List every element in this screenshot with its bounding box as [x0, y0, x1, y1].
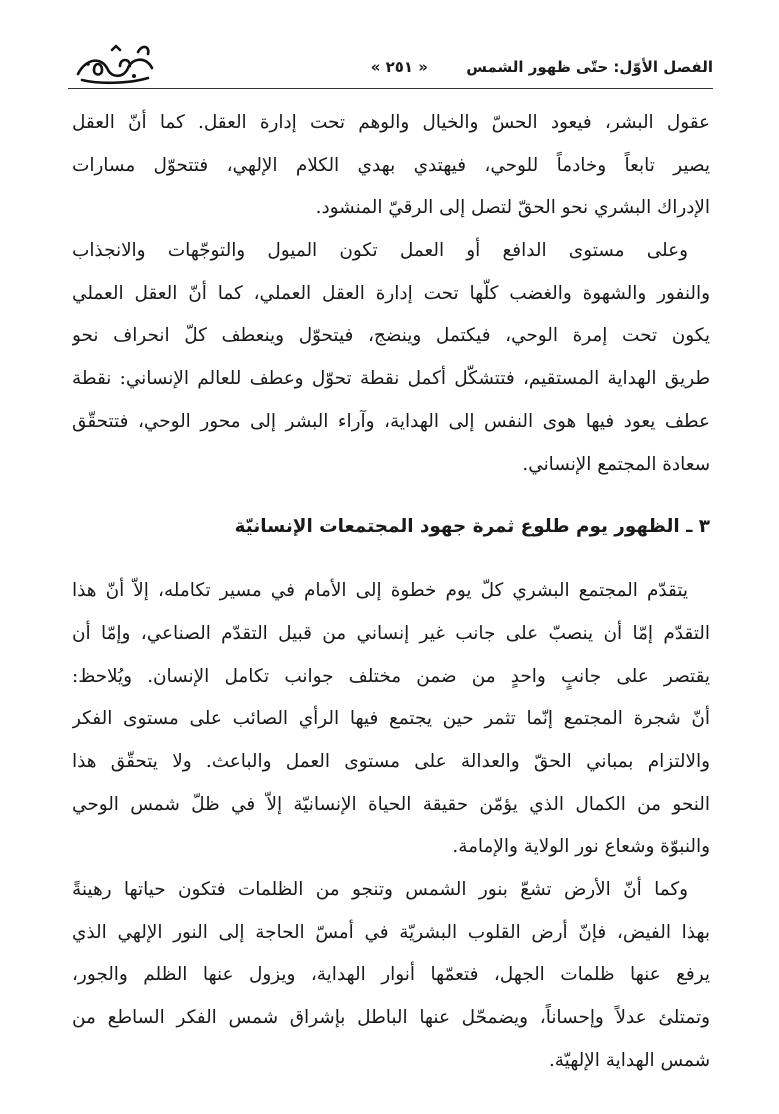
text-line: الإدراك البشري نحو الحقّ لتصل إلى الرقيّ المنشود. [315, 197, 710, 219]
chapter-title: الفصل الأوّل: حتّى ظهور الشمس [466, 58, 713, 76]
text-line: والنبوّة وشعاع نور الولاية والإمامة. [452, 836, 710, 858]
text-line: والنفور والشهوة والغضب كلّها تحت إدارة العقل العملي، كما أنّ العقل العملي [72, 282, 710, 304]
text-line: النحو من الكمال الذي يؤمّن حقيقة الحياة الإنسانيّة إلاّ في ظلّ شمس الوحي [72, 793, 710, 815]
section-heading: ٣ ـ الظهور يوم طلوع ثمرة جهود المجتمعات الإنسانيّة [234, 516, 710, 538]
page-header [68, 40, 713, 90]
page-body [72, 102, 710, 1082]
page-number: « ٢٥١ » [370, 58, 428, 76]
text-line: أنّ شجرة المجتمع إنّما تثمر حين يجتمع فيها الرأي الصائب على مستوى الفكر [72, 708, 710, 730]
text-line: يقتصر على جانبٍ واحدٍ من ضمن مختلف جوانب تكامل الإنسان. ويُلاحظ: [72, 665, 710, 687]
paragraph [72, 102, 710, 230]
text-line: شمس الهداية الإلهيّة. [548, 1049, 710, 1071]
text-line: وعلى مستوى الدافع أو العمل تكون الميول والتوجّهات والانجذاب [72, 240, 688, 262]
header-rule [68, 88, 713, 89]
paragraph [72, 869, 710, 1082]
text-line: التقدّم إمّا أن ينصبّ على جانب غير إنساني من قبيل التقدّم الصناعي، وإمّا أن [72, 622, 710, 644]
text-line: طريق الهداية المستقيم، فتتشكّل أكمل نقطة تحوّل وعطف للعالم الإنساني: نقطة [72, 368, 710, 390]
paragraph [72, 230, 710, 486]
text-line: عطف يعود فيها هوى النفس إلى الهداية، وآراء البشر إلى محور الوحي، فتتحقّق [72, 410, 710, 432]
text-line: عقول البشر، فيعود الحسّ والخيال والوهم تحت إدارة العقل. كما أنّ العقل [72, 112, 710, 133]
text-line: يصير تابعاً وخادماً للوحي، فيهتدي بهدي الكلام الإلهي، فتتحوّل مسارات [72, 154, 710, 176]
text-line: وكما أنّ الأرض تشعّ بنور الشمس وتنجو من الظلمات فتكون حياتها رهينةً [72, 879, 688, 900]
text-line: والالتزام بمباني الحقّ والعدالة على مستوى العمل والباعث. ولا يتحقّق هذا [72, 750, 710, 772]
spacer [72, 486, 710, 498]
text-line: بهذا الفيض، فإنّ أرض القلوب البشريّة في أمسّ الحاجة إلى النور الإلهي الذي [72, 921, 710, 943]
text-line: يرفع عنها ظلمات الجهل، فتعمّها أنوار الهداية، ويزول عنها الظلم والجور، [72, 964, 710, 986]
calligraphy-ornament-icon [68, 40, 160, 88]
text-line: يتقدّم المجتمع البشري كلّ يوم خطوة إلى الأمام في مسير تكامله، إلاّ أنّ هذا [72, 580, 688, 602]
text-line: سعادة المجتمع الإنساني. [522, 453, 710, 475]
text-line: وتمتلئ عدلاً وإحساناً، ويضمحّل عنها الباطل بإشراق شمس الفكر الساطع من [72, 1007, 710, 1029]
paragraph [72, 570, 710, 869]
spacer [72, 556, 710, 570]
text-line: يكون تحت إمرة الوحي، فيكتمل وينضج، فيتحوّل وينعطف كلّ انحراف نحو [72, 325, 710, 347]
